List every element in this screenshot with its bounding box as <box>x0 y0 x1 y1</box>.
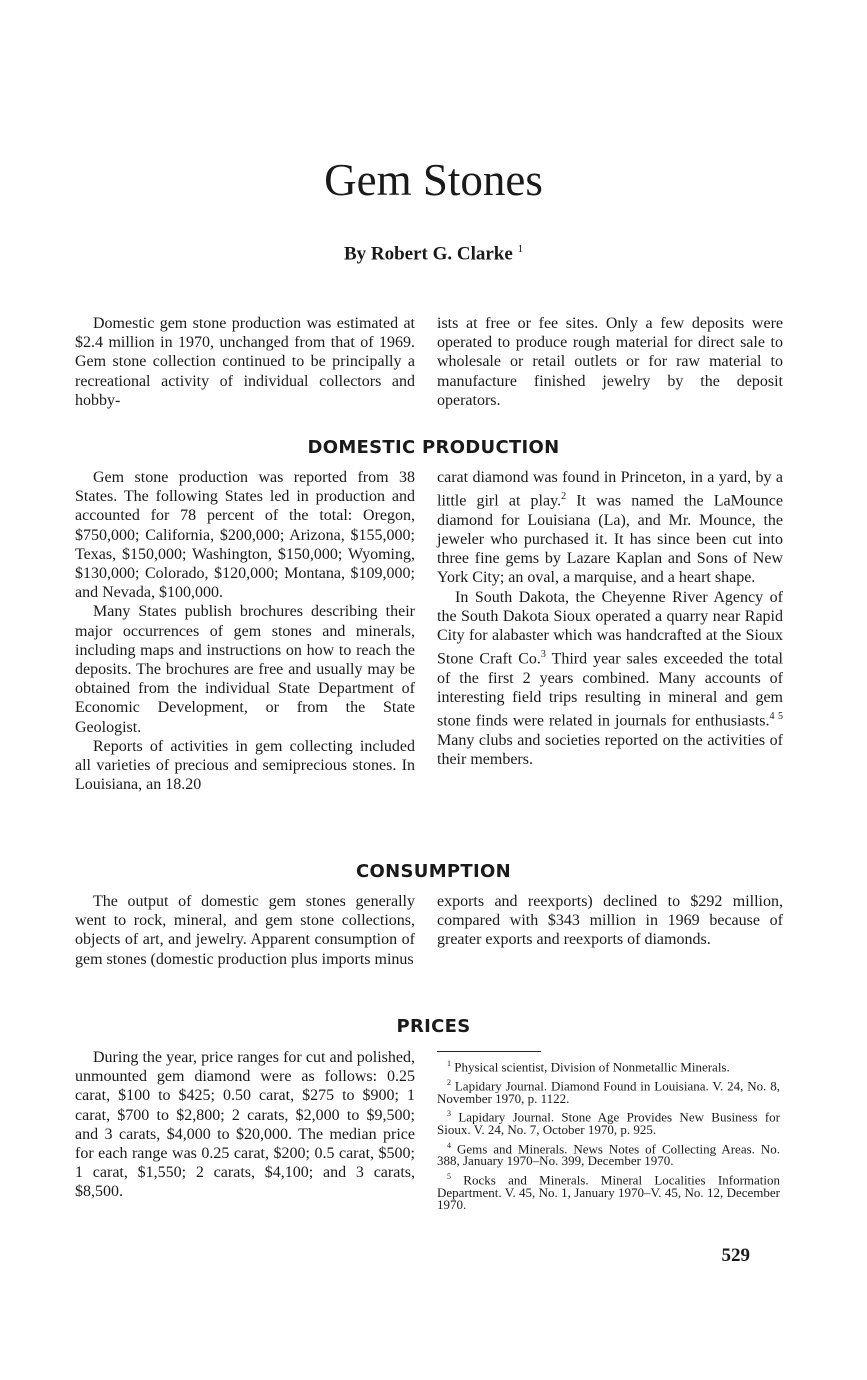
consumption-left-column <box>75 892 415 969</box>
footnote-divider <box>437 1051 541 1052</box>
footnote <box>437 1077 780 1105</box>
paragraph: Gem stone production was reported from 38 States. The following States led in production and accounted for 78 percent of the total: Oregon, $750,000; California, $200,000; Arizona, $155,000; Texas, $150,000; Washington, $150,000; Wyoming, $130,000; Colorado, $120,000; Montana, $109,000; and Nevada, $100,000. <box>75 469 415 602</box>
prices-left-column <box>75 1048 415 1202</box>
footnote-text: Physical scientist, Division of Nonmetallic Minerals. <box>454 1059 730 1075</box>
text-run: Many clubs and societies reported on the activities of their members. <box>437 731 783 768</box>
intro-left-column <box>75 314 415 410</box>
footnote-number: 5 <box>447 1172 451 1182</box>
section-heading-prices: PRICES <box>396 1016 471 1037</box>
consumption-right-column <box>437 892 783 950</box>
footnotes <box>437 1058 780 1215</box>
paragraph <box>437 468 783 588</box>
footnote <box>437 1058 780 1074</box>
page-number: 529 <box>721 1245 750 1266</box>
footnote-number: 1 <box>447 1059 451 1068</box>
footnote-ref: 4 5 <box>769 711 783 723</box>
footnote <box>437 1108 780 1136</box>
byline-footnote-ref: 1 <box>517 243 524 255</box>
footnote <box>437 1171 780 1211</box>
footnote-number: 3 <box>447 1109 451 1119</box>
footnote <box>437 1140 780 1168</box>
domestic-production-right-column <box>437 468 783 769</box>
byline <box>0 236 867 267</box>
text-run: It was named the LaMounce diamond for Louisiana (La), and Mr. Mounce, the jeweler who purchased it. It has since been cut into three fine gems by Lazare Kaplan and Sons of New York City; an oval, a marquise, and a heart shape. <box>437 492 784 587</box>
paragraph: The output of domestic gem stones generally went to rock, mineral, and gem stone collections, objects of art, and jewelry. Apparent consumption of gem stones (domestic production plus imports minus <box>75 893 415 968</box>
footnote-number: 4 <box>447 1140 451 1150</box>
intro-paragraph-right: ists at free or fee sites. Only a few deposits were operated to produce rough material for direct sale to wholesale or retail outlets or for raw material to manufacture finished jewelry by the deposit operators. <box>437 315 783 409</box>
footnote-text: Gems and Minerals. News Notes of Collecting Areas. No. 388, January 1970–No. 399, December 1970. <box>437 1141 780 1169</box>
footnote-number: 2 <box>447 1078 451 1088</box>
intro-right-column <box>437 314 783 410</box>
intro-paragraph-left: Domestic gem stone production was estimated at $2.4 million in 1970, unchanged from that of 1969. Gem stone collection continued to be principally a recreational activity of individual collectors and hobby- <box>75 315 415 409</box>
footnote-text: Rocks and Minerals. Mineral Localities Information Department. V. 45, No. 1, January 1970–V. 45, No. 12, December 1970. <box>437 1172 781 1212</box>
footnote-ref: 3 <box>540 649 546 661</box>
footnote-ref: 2 <box>561 491 567 503</box>
section-heading-domestic-production: DOMESTIC PRODUCTION <box>307 437 560 458</box>
section-heading-consumption: CONSUMPTION <box>356 861 511 882</box>
paragraph: Reports of activities in gem collecting included all varieties of precious and semiprecious stones. In Louisiana, an 18.20 <box>75 737 415 794</box>
domestic-production-left-column <box>75 468 415 794</box>
paragraph <box>437 588 783 769</box>
paragraph: During the year, price ranges for cut and polished, unmounted gem diamond were as follows: 0.25 carat, $100 to $425; 0.50 carat, $275 to $900; 1 carat, $700 to $2,800; 2 carats, $2,000 to $9,500; and 3 carats, $4,000 to $20,000. The median price for each range was 0.25 carat, $200; 0.5 carat, $500; 1 carat, $1,550; 2 carats, $4,100; and 3 carats, $8,500. <box>75 1049 415 1201</box>
paragraph: exports and reexports) declined to $292 million, compared with $343 million in 1969 because of greater exports and reexports of diamonds. <box>437 893 783 949</box>
footnote-text: Lapidary Journal. Diamond Found in Louisiana. V. 24, No. 8, November 1970, p. 1122. <box>437 1078 781 1106</box>
footnote-text: Lapidary Journal. Stone Age Provides New Business for Sioux. V. 24, No. 7, October 1970, p. 925. <box>437 1109 780 1137</box>
page-title: Gem Stones <box>324 155 543 205</box>
text-run: In South Dakota, the Cheyenne River Agency of the South Dakota Sioux operated a quarry near Rapid City for alabaster which was handcrafted at the Sioux Stone Craft Co. <box>437 588 783 668</box>
text-run: Third year sales exceeded the total of the first 2 years combined. Many accounts of interesting field trips resulting in mineral and gem stone finds were related in journals for enthusiasts. <box>437 650 783 730</box>
paragraph: Many States publish brochures describing their major occurrences of gem stones and minerals, including maps and instructions on how to reach the deposits. The brochures are free and usually may be obtained from the individual State Department of Economic Development, or from the State Geologist. <box>75 603 415 736</box>
text-run: carat diamond was found in Princeton, in a yard, by a little girl at play. <box>437 469 783 510</box>
author-name: By Robert G. Clarke <box>343 243 513 265</box>
